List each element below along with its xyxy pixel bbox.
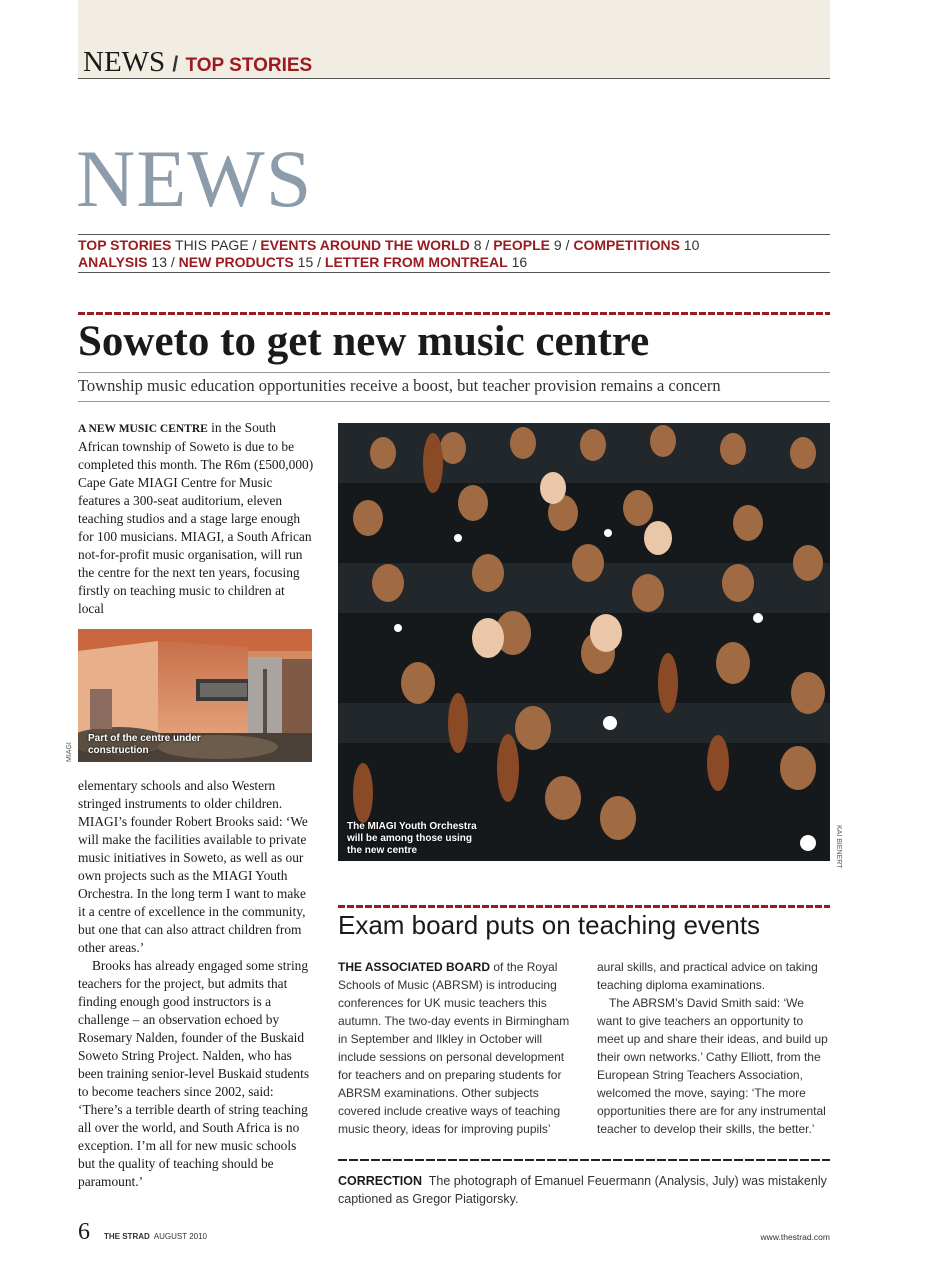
toc-item-page: 10 [683, 237, 700, 253]
toc-item-label[interactable]: ANALYSIS [78, 253, 148, 270]
page-number: 6 [78, 1219, 90, 1245]
exam-paragraph-2: The ABRSM’s David Smith said: ‘We want to give teachers an opportunity to meet up and share their ideas, and build up their own networks.’ Cathy Elliott, from the European String Teachers Association, welcomed the move, saying: ‘The more opportunities there are for any instrumental teacher to develop their skills, the better.’ [597, 996, 828, 1136]
toc-item-label[interactable]: COMPETITIONS [573, 237, 680, 253]
orchestra-photo-caption: The MIAGI Youth Orchestra will be among those using the new centre [347, 821, 477, 856]
toc-item-page: 9 [553, 237, 562, 253]
exam-lead-in: THE ASSOCIATED BOARD [338, 960, 491, 974]
construction-photo [78, 629, 312, 762]
red-dashed-rule [338, 905, 830, 908]
toc-item-label[interactable]: PEOPLE [493, 237, 550, 253]
exam-headline: Exam board puts on teaching events [338, 910, 761, 940]
toc-item-page: 15 [297, 253, 314, 270]
toc-item-page: 16 [511, 253, 528, 270]
section-header [83, 48, 312, 77]
toc-item-label[interactable]: LETTER FROM MONTREAL [324, 253, 508, 270]
contents-line-2: ANALYSIS 13 / NEW PRODUCTS 15 / LETTER FROM MONTREAL 16 [78, 253, 528, 270]
exam-column-2 [597, 958, 831, 1138]
toc-item-page: THIS PAGE [175, 237, 249, 253]
toc-item-label[interactable]: EVENTS AROUND THE WORLD [260, 237, 470, 253]
exam-paragraph-1-continued: aural skills, and practical advice on taking teaching diploma examinations. [597, 960, 818, 992]
red-dashed-rule [78, 312, 830, 315]
orchestra-photo-image [338, 423, 830, 861]
main-paragraph-1-continued: elementary schools and also Western stringed instruments to older children. MIAGI’s founder Robert Brooks said: ‘We will make the facilities available to private music initiatives in Soweto, as well as our own projects such as the MIAGI Youth Orchestra. In the long term I want to make it a centre of excellence in the community, but one that can also attract children from other areas.’ [78, 778, 308, 955]
section-separator: / [172, 53, 179, 76]
issue-date: AUGUST 2010 [153, 1232, 208, 1241]
main-standfirst: Township music education opportunities receive a boost, but teacher provision remains a concern [78, 372, 830, 402]
toc-item-page: 13 [151, 253, 167, 270]
contents-line-1: TOP STORIES THIS PAGE / EVENTS AROUND THE WORLD 8 / PEOPLE 9 / COMPETITIONS 10 [78, 237, 700, 253]
exam-paragraph-1: of the Royal Schools of Music (ABRSM) is introducing conferences for UK music teachers this autumn. The two-day events in Birmingham in September and Ilkley in October will include sessions on personal development for teachers and on preparing students for ABRSM examinations. Other subjects covered include creative ways of teaching music theory, ideas for improving pupils’ [338, 960, 570, 1136]
main-paragraph-1: in the South African township of Soweto is due to be completed this month. The R6m (£500,000) Cape Gate MIAGI Centre for Music features a 300-seat auditorium, eleven teaching studios and a stage large enough for 100 musicians. MIAGI, a South African not-for-profit music organisation, will run the centre for the next ten years, focusing firstly on teaching music to children at local [78, 420, 314, 616]
toc-item-label[interactable]: TOP STORIES [78, 237, 172, 253]
orchestra-photo [338, 423, 830, 861]
correction-label: CORRECTION [338, 1174, 423, 1188]
main-story-column-top [78, 419, 314, 618]
orchestra-photo-credit: KAI BIENERT [835, 825, 842, 869]
construction-photo-caption: Part of the centre under construction [88, 733, 201, 756]
folio-magazine [104, 1232, 207, 1241]
masthead-title: NEWS [76, 133, 313, 224]
black-dashed-rule [338, 1159, 830, 1161]
toc-item-label[interactable]: NEW PRODUCTS [178, 253, 294, 270]
website-url[interactable]: www.thestrad.com [760, 1232, 830, 1242]
toc-item-page: 8 [473, 237, 482, 253]
main-story-column-bottom [78, 777, 314, 1191]
section-name: NEWS [83, 46, 166, 78]
contents-bar [78, 234, 830, 273]
construction-photo-credit: MIAGI [66, 742, 73, 762]
magazine-name: THE STRAD [104, 1232, 150, 1241]
subsection-name: TOP STORIES [185, 55, 313, 76]
correction-text: The photograph of Emanuel Feuermann (Analysis, July) was mistakenly captioned as Gregor Piatigorsky. [338, 1174, 827, 1206]
main-headline: Soweto to get new music centre [78, 318, 650, 365]
main-lead-in: A NEW MUSIC CENTRE [78, 423, 208, 435]
correction-notice [338, 1172, 830, 1208]
exam-column-1 [338, 958, 574, 1138]
main-paragraph-2: Brooks has already engaged some string teachers for the project, but admits that finding enough good instructors is a challenge – an observation echoed by Rosemary Nalden, founder of the Buskaid Soweto String Project. Nalden, who has been training senior-level Buskaid students to become teachers since 2002, said: ‘There’s a terrible dearth of string teaching all over the world, and South Africa is no exception. I’m all for new music schools but the quality of teaching should be paramount.’ [78, 958, 310, 1189]
